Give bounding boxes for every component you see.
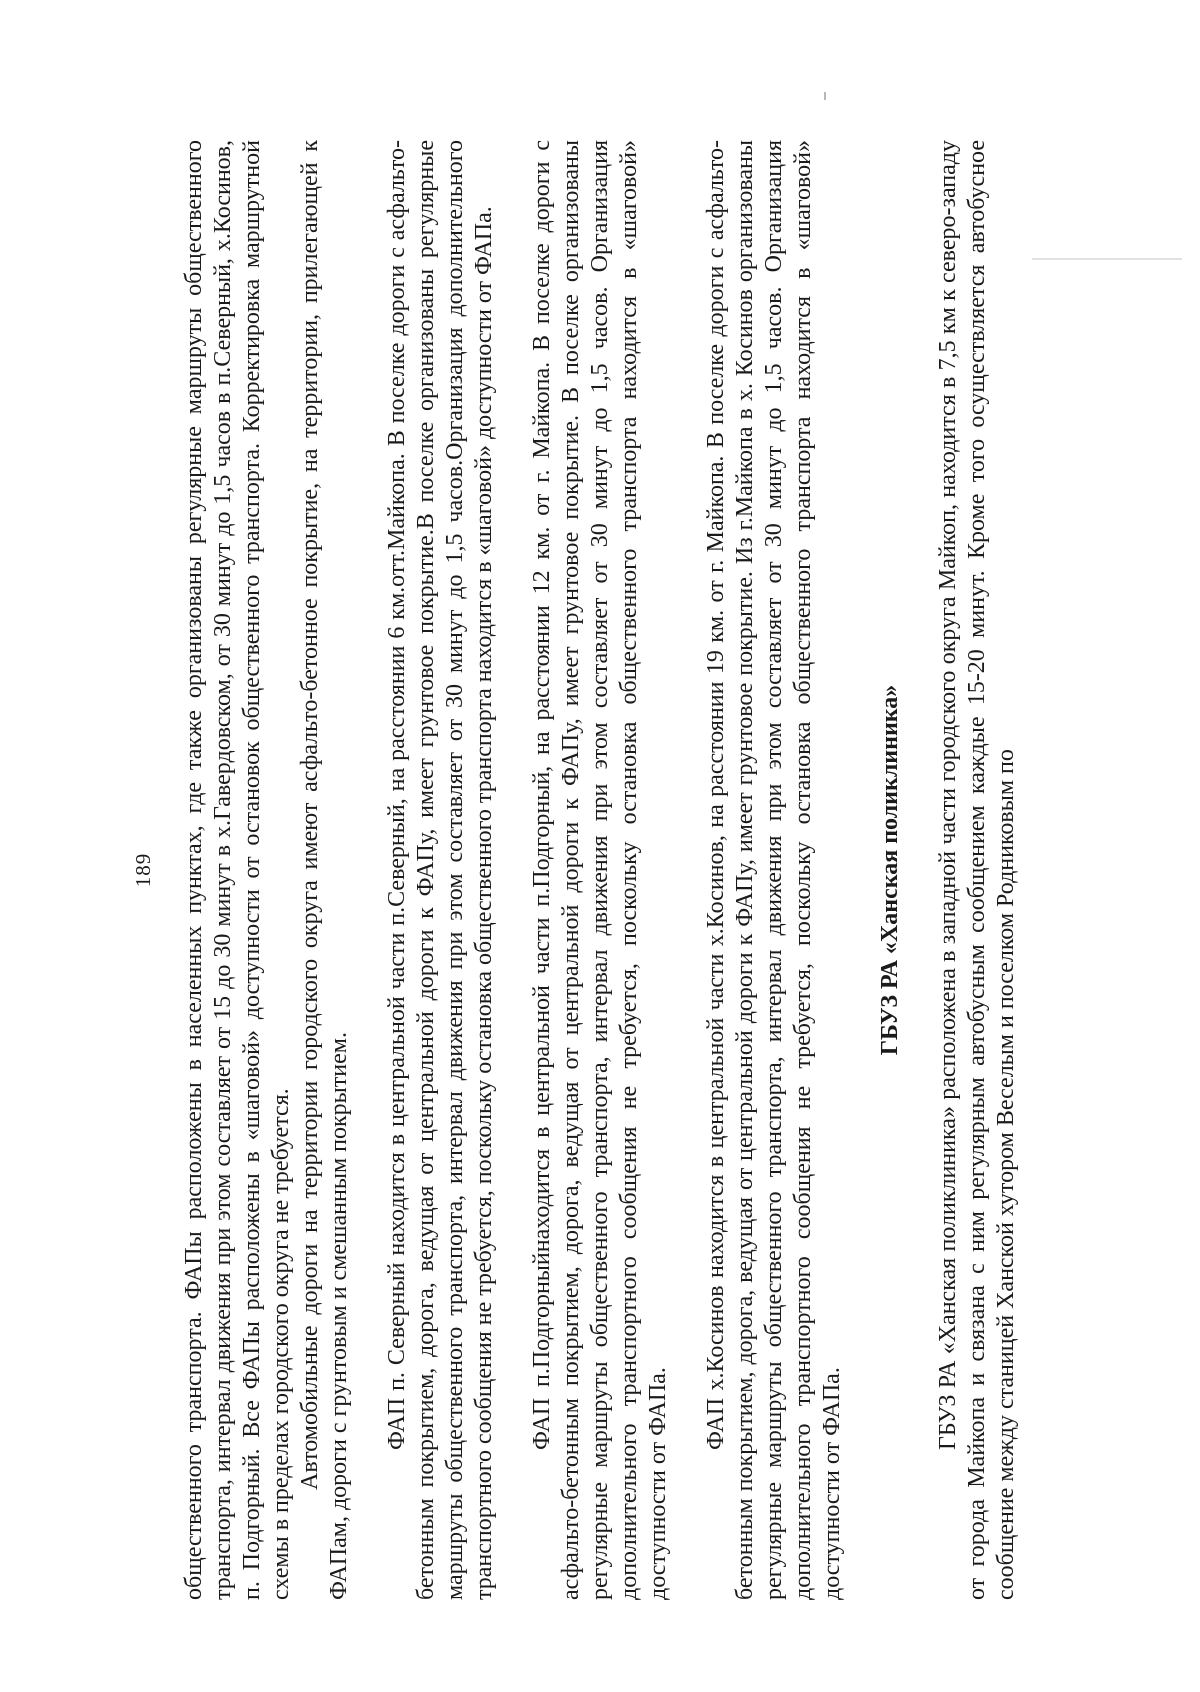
scan-artifact-dot <box>824 92 826 100</box>
page-number: 189 <box>131 852 155 888</box>
scan-artifact-line <box>1032 258 1182 260</box>
rotated-page <box>130 140 1150 1600</box>
document-body <box>180 140 1021 1600</box>
paragraph-khanskaya-clinic: ГБУЗ РА «Ханская поликлиника» расположена в западной части городского округа Майкоп, находится в 7,5 км к северо-западу от города Майкопа и связана с ним регулярным автобусным сообщением каждые 15-20 минут. Кроме того осуществляется автобусное сообщение между станицей Ханской хутором Веселым и поселком Родниковым по <box>935 140 1019 1600</box>
paragraph-roads: Автомобильные дороги на территории городского округа имеют асфальто-бетонное покрытие, на территории, прилегающей к ФАПам, дороги с грунтовым и смешанным покрытием. <box>297 140 352 1600</box>
paragraph-fap-kosinov: ФАП х.Косинов находится в центральной части х.Косинов, на расстоянии 19 км. от г. Майкопа. В поселке дороги с асфальто-бетонным покрытием, дорога, ведущая от центральной дороги к ФАПу, имеет грунтовое покрытие. Из г.Майкопа в х. Косинов организованы регулярные маршруты общественного транспорта, интервал движения при этом составляет от 30 минут до 1,5 часов. Организация дополнительного транспортного сообщения не требуется, поскольку остановка общественного транспорта находится в «шаговой» доступности от ФАПа. <box>703 140 845 1600</box>
paragraph-fap-transport: общественного транспорта. ФАПы расположены в населенных пунктах, где также организованы регулярные маршруты общественного транспорта, интервал движения при этом составляет от 15 до 30 минут в х.Гавердовском, от 30 минут до 1,5 часов в п.Северный, х.Косинов, п. Подгорный. Все ФАПы расположены в «шаговой» доступности от остановок общественного транспорта. Корректировка маршрутной схемы в пределах городского округа не требуется. <box>181 140 294 1600</box>
paragraph-fap-podgorny: ФАП п.Подгорныйнаходится в центральной части п.Подгорный, на расстоянии 12 км. от г. Майкопа. В поселке дороги с асфальто-бетонным покрытием, дорога, ведущая от центральной дороги к ФАПу, имеет грунтовое покрытие. В поселке организованы регулярные маршруты общественного транспорта, интервал движения при этом составляет от 30 минут до 1,5 часов. Организация дополнительного транспортного сообщения не требуется, поскольку остановка общественного транспорта находится в «шаговой» доступности от ФАПа. <box>529 140 671 1600</box>
paragraph-fap-severny: ФАП п. Северный находится в центральной части п.Северный, на расстоянии 6 км.отт.Майкопа. В поселке дороги с асфальто-бетонным покрытием, дорога, ведущая от центральной дороги к ФАПу, имеет грунтовое покрытие.В поселке организованы регулярные маршруты общественного транспорта, интервал движения при этом составляет от 30 минут до 1,5 часов.Организация дополнительного транспортного сообщения не требуется, поскольку остановка общественного транспорта находится в «шаговой» доступности от ФАПа. <box>384 140 497 1600</box>
section-heading: ГБУЗ РА «Ханская поликлиника» <box>877 684 903 1056</box>
